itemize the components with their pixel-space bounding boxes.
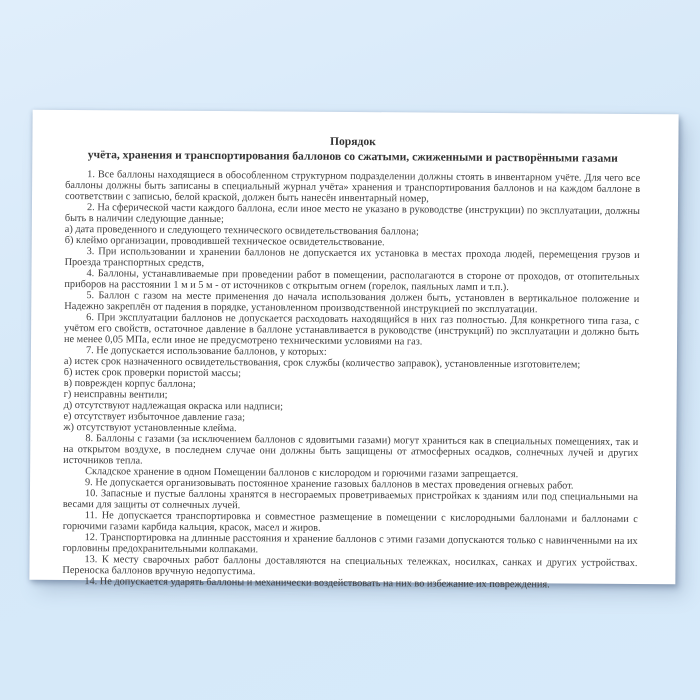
paragraph-7zh: ж) отсутствуют установленные клейма. [63, 421, 237, 435]
paragraph-14: 14. Не допускается ударять баллоны и механически воздействовать на них во избежание их повреждения. [84, 576, 550, 591]
paragraph-10: 10. Запасные и пустые баллоны хранятся в несгораемых проветриваемых пристройках к зданиям или под специальными на весами для защиты от солнечных лучей. [62, 488, 638, 512]
paragraph-7: 7. Не допускается использование баллонов, у которых: [85, 345, 327, 358]
paragraph-8-note: Складское хранение в одном Помещении баллонов с кислородом и горючими газами запрещается. [85, 466, 519, 481]
paragraph-2: 2. На сферической части каждого баллона, если иное место не указано в руководстве (инструкции) по эксплуатации, должны быть в наличии следующие данные; [64, 202, 640, 226]
paragraph-7v: в) поврежден корпус баллона; [63, 377, 196, 390]
document-subtitle: учёта, хранения и транспортирования баллонов со сжатыми, сжиженными и растворёнными газами [87, 148, 618, 165]
paragraph-13: 13. К месту сварочных работ баллоны доставляются на специальных тележках, носилках, санках и других устройствах. Переноска баллонов вручную недопустима. [62, 554, 638, 578]
paragraph-7e: е) отсутствует избыточное давление газа; [63, 410, 245, 424]
paragraph-2b: б) клеймо организации, проводившей техническое освидетельствование. [64, 234, 385, 249]
paragraph-1: 1. Все баллоны находящиеся в обособленном структурном подразделении должны стоять в инвентарном учёте. Для чего все баллоны должны быть записаны в специальный журнал учёта» хранения и транспортирования баллонов и на каждом баллоне в соответствии с записью, белой краской, должен быть нанесён инвентарный номер, [65, 169, 641, 205]
paragraph-12: 12. Транспортировка на длинные расстояния и хранение баллонов с этими газами допускаются только с навинченными на их горловины предохранительными колпаками. [62, 532, 638, 556]
paragraph-3: 3. При использовании и хранении баллонов не допускается их установка в местах прохода людей, перемещения грузов и Проезда транспортных средств, [64, 246, 640, 269]
paragraph-11: 11. Не допускается транспортировка и совместное размещение в помещении с кислородными баллонами и баллонами с горючими газами карбида кальция, красок, масел и жиров. [62, 510, 638, 534]
paragraph-6: 6. При эксплуатации баллонов не допускается расходовать находящийся в них газ полностью. Для конкретного типа газа, с учётом его свойств, остаточное давление в баллоне устанавливается в руководстве (инструкций) по эксплуатации и должно быть не менее 0,05 МПа, если иное не предусмотрено техническими условиями на газ. [64, 312, 640, 348]
paragraph-7a: а) истек срок назначенного освидетельствования, срок службы (количество заправок), установленные изготовителем; [63, 355, 581, 371]
paragraph-5: 5. Баллон с газом на месте применения до начала использования должен быть, установлен в вертикальное положение и Надежно закреплён от падения в порядке, установленном производственной инструкцией по эксплуатации. [64, 290, 640, 316]
document-title: Порядок [329, 134, 376, 149]
document-page [29, 110, 678, 591]
paragraph-7d: д) отсутствуют надлежащая окраска или надписи; [63, 399, 284, 413]
paragraph-2a: а) дата проведенного и следующего технического освидетельствования баллона; [64, 223, 419, 238]
paragraph-7g: г) неисправны вентили; [63, 388, 168, 401]
paragraph-8: 8. Баллоны с газами (за исключением баллонов с ядовитыми газами) могут храниться как в специальных помещениях, так и на открытом воздухе, в последнем случае они должны быть защищены от атмосферных осадков, солнечных лучей и других источников тепла. [63, 433, 639, 467]
paragraph-4: 4. Баллоны, устанавливаемые при проведении работ в помещении, располагаются в стороне от проходов, от отопительных приборов на расстоянии 1 м и 5 м - от источников с открытым огнем (горелок, паяльных ламп и т.п.). [64, 268, 640, 294]
paragraph-9: 9. Не допускается организовывать постоянное хранение газовых баллонов в местах проведения огневых работ. [85, 477, 574, 492]
paragraph-7b: б) истек срок проверки пористой массы; [63, 366, 242, 380]
